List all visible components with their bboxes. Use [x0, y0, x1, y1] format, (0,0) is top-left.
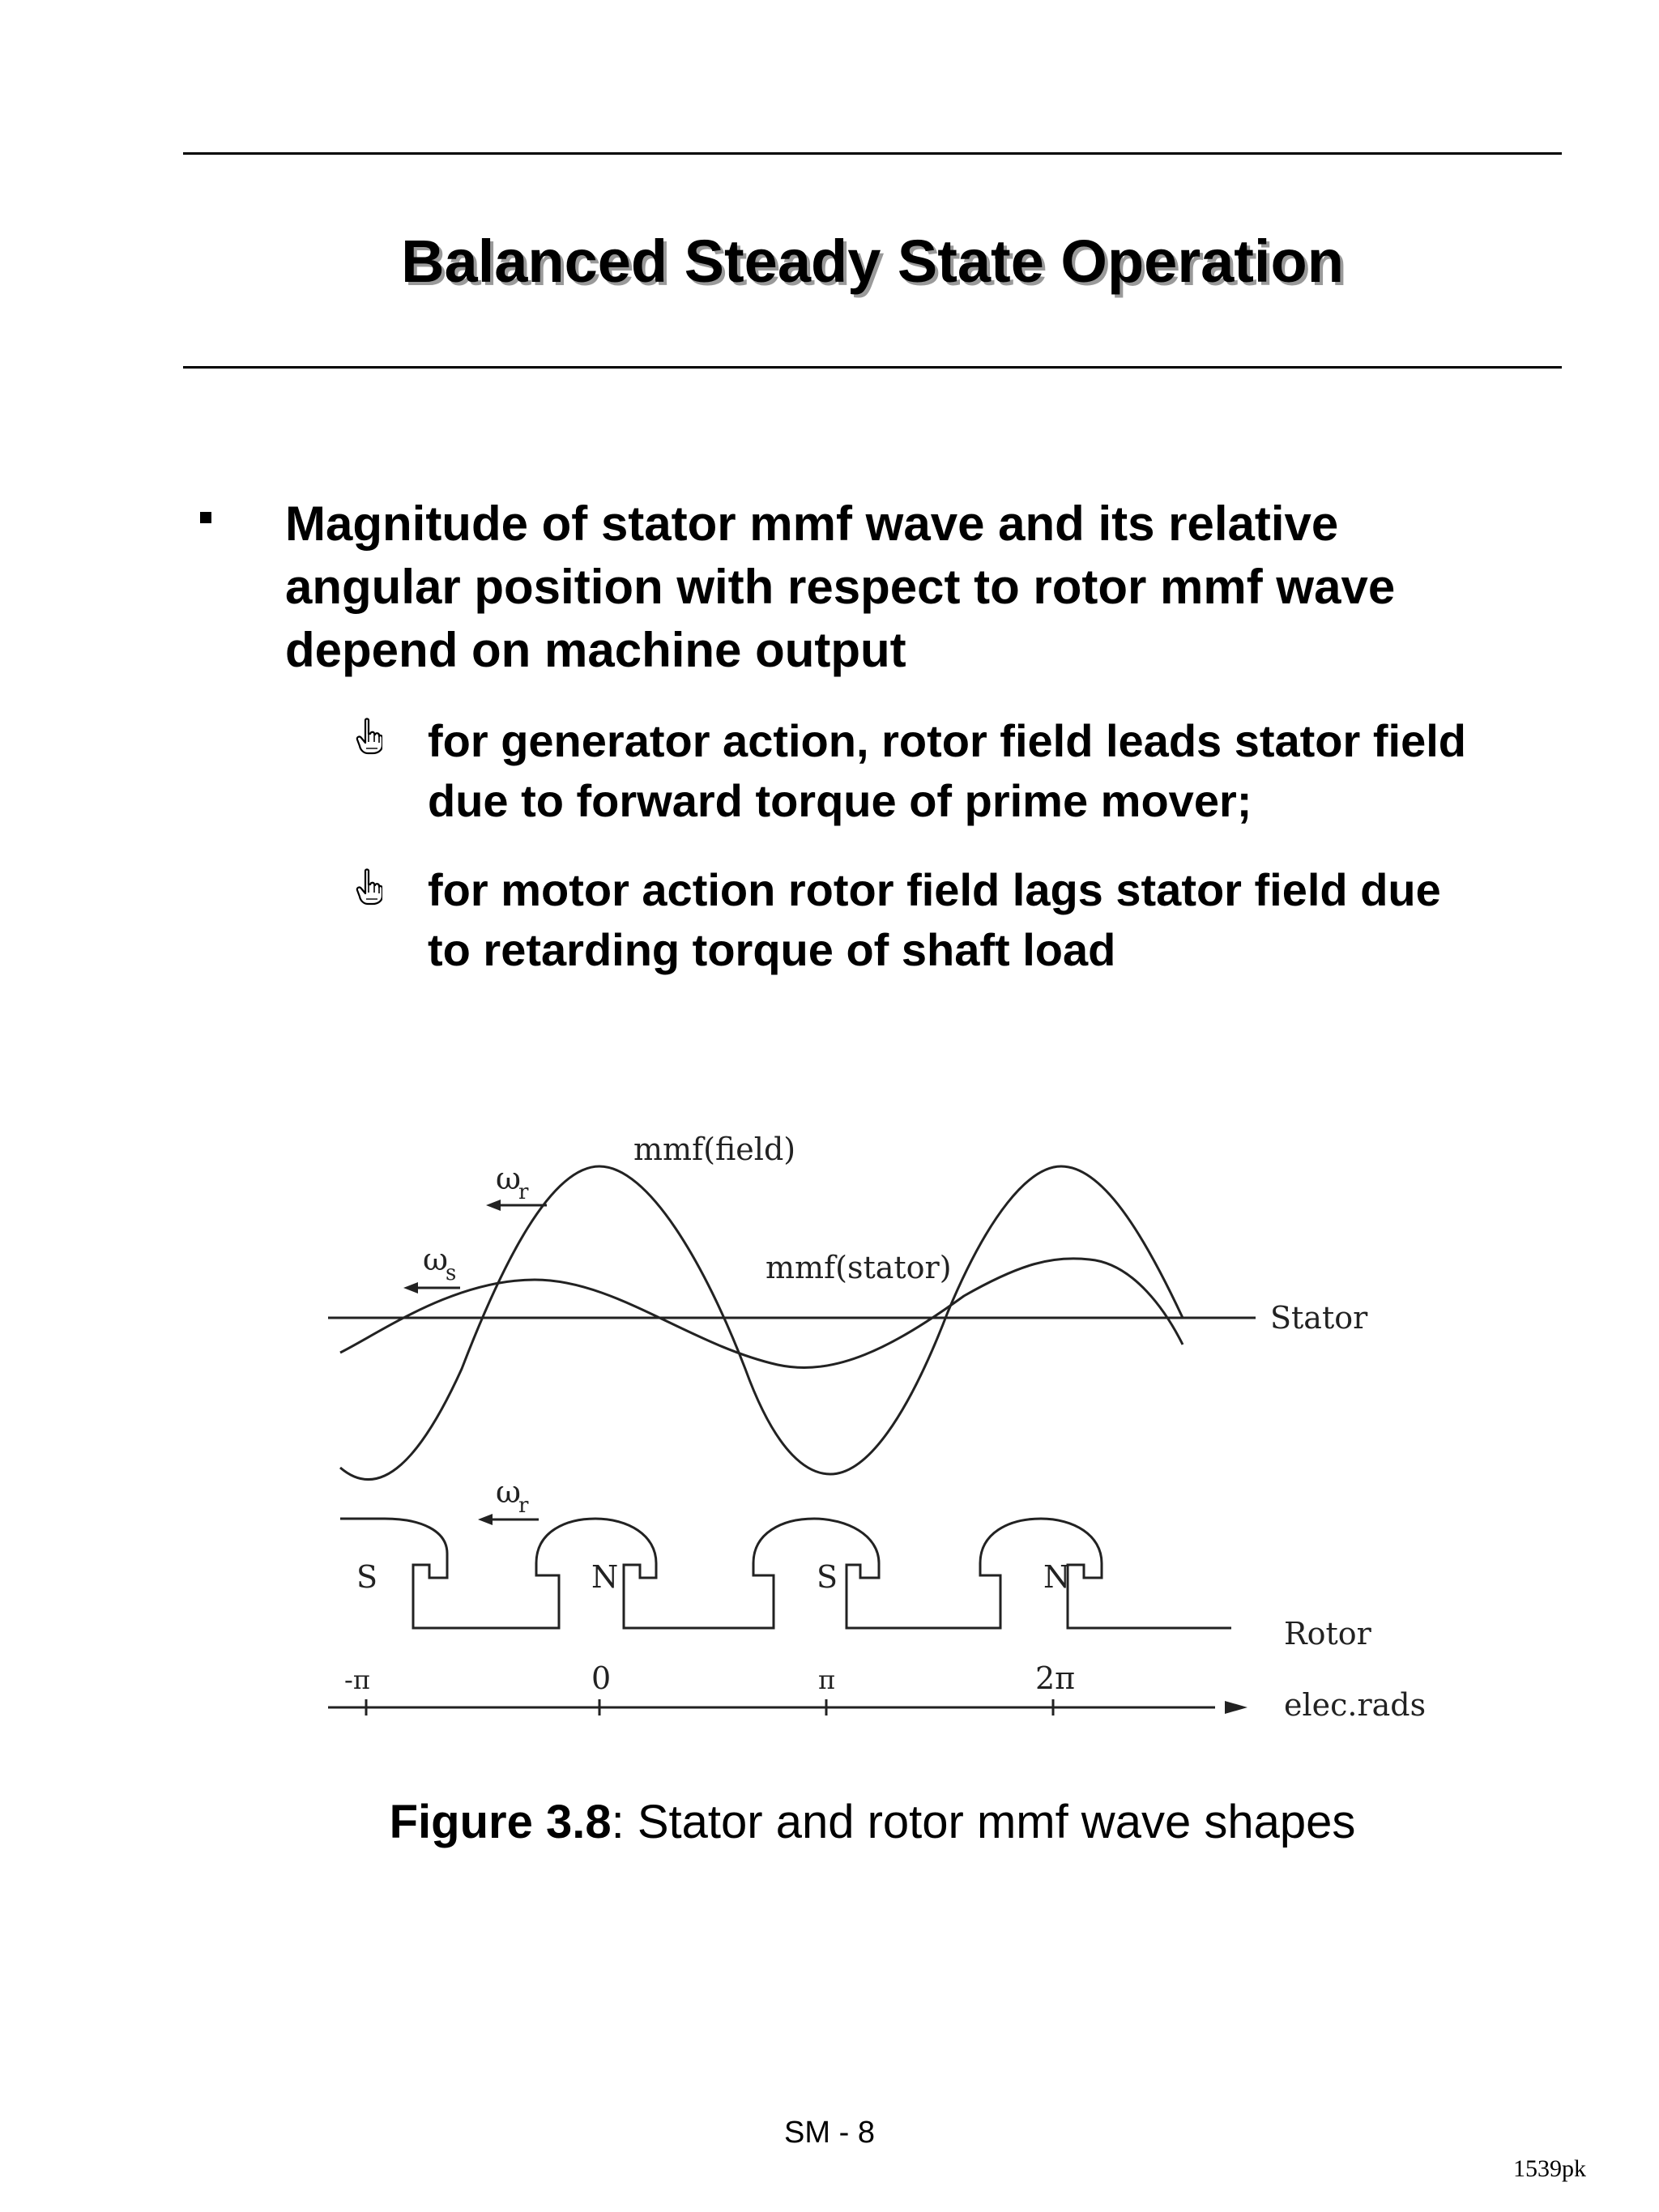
- pole-label: N: [1043, 1559, 1071, 1595]
- main-bullet-line: depend on machine output: [285, 623, 906, 677]
- top-rule: [183, 152, 1562, 155]
- axis-arrowhead: [1225, 1701, 1247, 1714]
- page-number: SM - 8: [784, 2116, 875, 2150]
- omega-s-subscript: s: [446, 1261, 457, 1285]
- pole-label: S: [817, 1559, 838, 1595]
- figure-caption: [183, 1794, 1562, 1851]
- sub-bullet-motor: [428, 860, 1578, 980]
- pointing-hand-icon: [355, 718, 382, 755]
- omega-s-symbol: ω: [423, 1242, 448, 1277]
- main-bullet-text: [285, 492, 1549, 682]
- sub-bullet-line: to retarding torque of shaft load: [428, 924, 1116, 975]
- caption-text: : Stator and rotor mmf wave shapes: [611, 1796, 1356, 1848]
- sub-bullet-line: for motor action rotor field lags stator field due: [428, 864, 1441, 915]
- sub-bullet-generator: [428, 711, 1578, 831]
- omega-r-bottom-arrowhead: [478, 1514, 493, 1525]
- rotor-outline: [340, 1519, 1231, 1628]
- square-bullet-icon: [200, 512, 211, 523]
- axis-tick-label: 2π: [1035, 1660, 1076, 1696]
- elec-rads-label: elec.rads: [1284, 1687, 1427, 1723]
- reference-code: 1539pk: [1513, 2155, 1586, 2182]
- pole-label: S: [356, 1559, 378, 1595]
- pointing-hand-icon: [355, 868, 382, 906]
- mmf-field-label: mmf(field): [633, 1132, 796, 1167]
- axis-tick-label: π: [818, 1664, 836, 1695]
- main-bullet-line: angular position with respect to rotor mmf wave: [285, 560, 1396, 614]
- omega-r-arrowhead: [486, 1200, 501, 1211]
- pole-label: N: [591, 1559, 619, 1595]
- main-bullet-line: Magnitude of stator mmf wave and its relative: [285, 497, 1339, 551]
- caption-prefix: Figure 3.8: [389, 1796, 612, 1848]
- axis-tick-label: -π: [344, 1664, 370, 1695]
- mmf-field-wave: [340, 1166, 1183, 1480]
- mmf-stator-wave: [340, 1259, 1183, 1368]
- omega-r-bottom-symbol: ω: [496, 1474, 521, 1510]
- sub-bullet-line: due to forward torque of prime mover;: [428, 775, 1252, 826]
- axis-tick-label: 0: [591, 1660, 612, 1696]
- stator-label: Stator: [1270, 1300, 1368, 1336]
- bottom-rule: [183, 366, 1562, 369]
- omega-s-arrowhead: [403, 1282, 418, 1294]
- omega-r-subscript: r: [518, 1180, 529, 1204]
- slide-title: Balanced Steady State Operation: [401, 228, 1344, 295]
- mmf-stator-label: mmf(stator): [766, 1250, 952, 1285]
- omega-r-bottom-subscript: r: [518, 1494, 529, 1518]
- rotor-label: Rotor: [1284, 1616, 1371, 1652]
- mmf-wave-figure: [308, 1102, 1458, 1733]
- omega-r-symbol: ω: [496, 1161, 521, 1196]
- sub-bullet-line: for generator action, rotor field leads stator field: [428, 715, 1466, 766]
